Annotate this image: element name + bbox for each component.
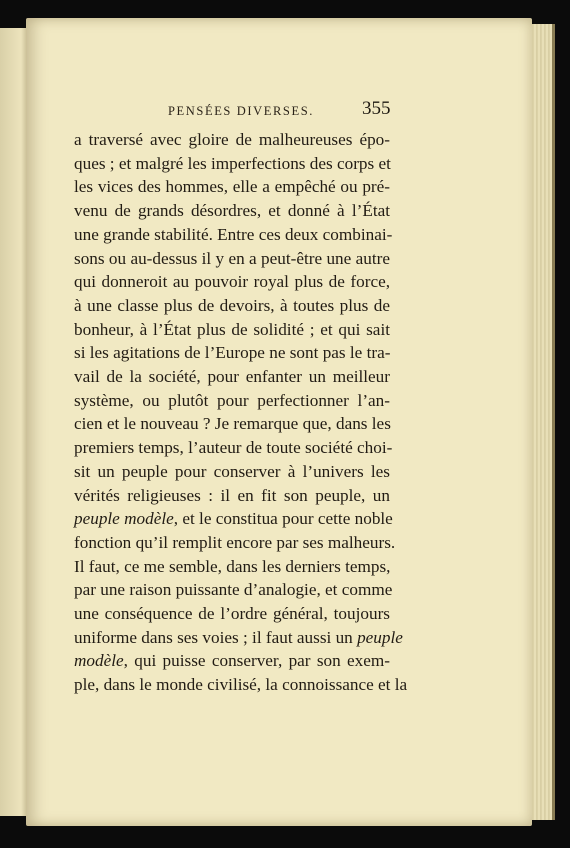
- text-line: uniforme dans ses voies ; il faut aussi un peuple: [74, 627, 403, 647]
- text-line: premiers temps, l’auteur de toute société choi-: [74, 438, 393, 458]
- page-number: 355: [362, 98, 391, 119]
- text-line: venu de grands désordres, et donné à l’État: [74, 201, 390, 221]
- text-line: une conséquence de l’ordre général, toujours: [74, 604, 390, 624]
- text-line: peuple modèle, et le constitua pour cette noble: [74, 509, 393, 529]
- text-line: ple, dans le monde civilisé, la connoissance et la: [74, 675, 408, 695]
- italic-phrase: peuple modèle: [74, 509, 174, 529]
- body-text: [74, 128, 408, 697]
- text-line: les vices des hommes, elle a empêché ou pré-: [74, 177, 390, 197]
- text-line: à une classe plus de devoirs, à toutes plus de: [74, 295, 390, 315]
- text-line: a traversé avec gloire de malheureuses épo-: [74, 130, 390, 149]
- italic-phrase: peuple: [357, 627, 403, 647]
- text-line: vérités religieuses : il en fit son peuple, un: [74, 485, 390, 505]
- italic-phrase: modèle: [74, 651, 124, 671]
- text-line: sons ou au-dessus il y en a peut-être une autre: [74, 248, 390, 268]
- text-line: sit un peuple pour conserver à l’univers les: [74, 461, 390, 481]
- text-line: vail de la société, pour enfanter un meilleur: [74, 367, 390, 387]
- text-line: système, ou plutôt pour perfectionner l’an-: [74, 390, 390, 410]
- text-line: bonheur, à l’État plus de solidité ; et qui sait: [74, 319, 390, 339]
- text-line: cien et le nouveau ? Je remarque que, dans les: [74, 414, 391, 434]
- text-line: par une raison puissante d’analogie, et comme: [74, 580, 393, 600]
- text-line: si les agitations de l’Europe ne sont pas le tra-: [74, 343, 391, 363]
- running-head: PENSÉES DIVERSES.: [168, 104, 314, 118]
- text-line: une grande stabilité. Entre ces deux combinai-: [74, 224, 393, 244]
- text-line: qui donneroit au pouvoir royal plus de force,: [74, 272, 390, 292]
- text-line: ques ; et malgré les imperfections des corps et: [74, 153, 391, 173]
- text-line: Il faut, ce me semble, dans les derniers temps,: [74, 556, 391, 576]
- text-line: modèle, qui puisse conserver, par son exem-: [74, 651, 390, 671]
- text-line: fonction qu’il remplit encore par ses malheurs.: [74, 532, 396, 552]
